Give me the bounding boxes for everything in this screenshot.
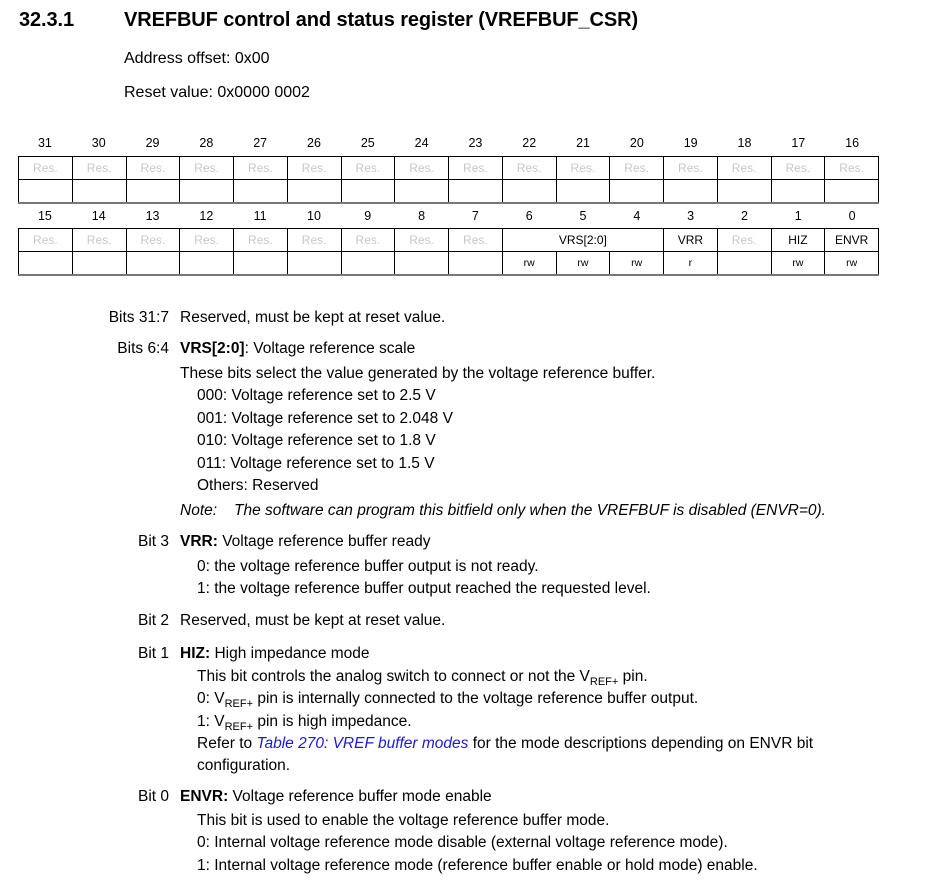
field-reserved: Res. xyxy=(234,157,288,180)
hiz-line xyxy=(197,668,648,686)
access-cell xyxy=(664,180,718,204)
text: 1: V xyxy=(197,713,225,730)
access-cell: r xyxy=(664,252,718,276)
hiz-value xyxy=(197,713,412,731)
hiz-value xyxy=(197,690,698,708)
field-name: VRS[2:0] xyxy=(180,340,245,357)
field-name: HIZ: xyxy=(180,645,211,662)
access-cell xyxy=(556,180,610,204)
field-heading xyxy=(180,645,370,663)
bit-number: 0 xyxy=(848,209,856,223)
access-cell xyxy=(395,252,449,276)
bit-label: Bits 6:4 xyxy=(117,340,169,357)
field-reserved: Res. xyxy=(19,229,73,252)
field-reserved: Res. xyxy=(664,157,718,180)
text: pin is internally connected to the voltage reference buffer output. xyxy=(253,690,699,707)
field-title: Voltage reference buffer mode enable xyxy=(228,788,492,805)
access-cell xyxy=(234,180,288,204)
access-row xyxy=(19,252,879,276)
bit-number: 29 xyxy=(145,136,160,150)
bit-number: 10 xyxy=(307,209,321,223)
bit-number: 31 xyxy=(37,136,52,150)
bit-label: Bit 1 xyxy=(137,645,169,662)
field-title: Voltage reference buffer ready xyxy=(217,533,431,550)
field-name: ENVR: xyxy=(180,788,229,805)
access-cell xyxy=(180,180,234,204)
vrs-value: 011: Voltage reference set to 1.5 V xyxy=(197,455,435,472)
bit-number: 25 xyxy=(360,136,375,150)
access-cell xyxy=(126,180,180,204)
access-cell xyxy=(126,252,180,276)
bit-number: 14 xyxy=(91,209,106,223)
upper-bit-numbers xyxy=(18,136,879,150)
field-reserved: Res. xyxy=(395,229,449,252)
access-cell xyxy=(234,252,288,276)
access-cell xyxy=(341,180,395,204)
access-cell xyxy=(717,252,771,276)
subscript: REF+ xyxy=(589,676,619,688)
vrr-value: 0: the voltage reference buffer output is not ready. xyxy=(197,558,539,575)
text: pin. xyxy=(618,668,648,685)
subscript: REF+ xyxy=(224,721,254,733)
vrs-value: Others: Reserved xyxy=(197,477,319,494)
field-reserved: Res. xyxy=(180,157,234,180)
field-reserved: Res. xyxy=(287,229,341,252)
field-reserved: Res. xyxy=(126,157,180,180)
bit-description: Reserved, must be kept at reset value. xyxy=(180,309,446,326)
bit-label: Bit 3 xyxy=(137,533,169,550)
bit-number: 18 xyxy=(737,136,752,150)
field-reserved: Res. xyxy=(19,157,73,180)
hiz-refer-cont: configuration. xyxy=(197,757,291,774)
bit-label: Bit 0 xyxy=(137,788,169,805)
bit-number: 20 xyxy=(629,136,644,150)
bit-number: 5 xyxy=(579,209,587,223)
field-row xyxy=(19,229,879,252)
field-envr: ENVR xyxy=(825,229,879,252)
bit-number: 7 xyxy=(471,209,479,223)
field-hiz: HIZ xyxy=(771,229,825,252)
access-cell xyxy=(180,252,234,276)
bit-number: 2 xyxy=(740,209,748,223)
vrr-value: 1: the voltage reference buffer output reached the requested level. xyxy=(197,580,651,597)
field-reserved: Res. xyxy=(72,157,126,180)
field-heading xyxy=(180,340,415,358)
field-name: VRR: xyxy=(180,533,218,550)
field-reserved: Res. xyxy=(502,157,556,180)
access-cell xyxy=(72,180,126,204)
access-cell: rw xyxy=(610,252,664,276)
bit-number: 16 xyxy=(845,136,860,150)
field-reserved: Res. xyxy=(180,229,234,252)
field-row xyxy=(19,157,879,180)
reset-value: Reset value: 0x0000 0002 xyxy=(124,84,310,101)
access-cell xyxy=(717,180,771,204)
access-cell xyxy=(610,180,664,204)
address-offset: Address offset: 0x00 xyxy=(124,50,270,67)
field-heading xyxy=(180,533,430,551)
bit-number: 13 xyxy=(145,209,160,223)
bit-number: 12 xyxy=(199,209,214,223)
text: 0: V xyxy=(197,690,225,707)
access-cell: rw xyxy=(771,252,825,276)
vrs-intro: These bits select the value generated by the voltage reference buffer. xyxy=(180,365,656,382)
bit-number: 19 xyxy=(683,136,698,150)
text: Refer to xyxy=(197,735,257,752)
table-270-link[interactable]: Table 270: VREF buffer modes xyxy=(256,735,469,752)
field-reserved: Res. xyxy=(717,157,771,180)
field-reserved: Res. xyxy=(825,157,879,180)
field-vrr: VRR xyxy=(664,229,718,252)
note-text: The software can program this bitfield only when the VREFBUF is disabled (ENVR=0). xyxy=(234,502,826,519)
bit-number: 17 xyxy=(791,136,806,150)
bit-number: 26 xyxy=(307,136,321,150)
field-reserved: Res. xyxy=(449,229,503,252)
bit-label: Bit 2 xyxy=(137,612,169,629)
note-label: Note: xyxy=(180,502,218,519)
field-reserved: Res. xyxy=(72,229,126,252)
access-cell xyxy=(287,180,341,204)
bit-number: 30 xyxy=(91,136,106,150)
access-cell xyxy=(287,252,341,276)
bit-number: 21 xyxy=(576,136,590,150)
bit-number: 11 xyxy=(253,209,267,223)
access-cell xyxy=(72,252,126,276)
bit-number: 4 xyxy=(633,209,641,223)
bit-number: 27 xyxy=(253,136,268,150)
access-cell xyxy=(341,252,395,276)
vrs-note xyxy=(180,502,826,520)
envr-value: 1: Internal voltage reference mode (reference buffer enable or hold mode) enable. xyxy=(197,857,758,874)
field-vrs: VRS[2:0] xyxy=(502,229,663,252)
vrs-value: 000: Voltage reference set to 2.5 V xyxy=(197,387,436,404)
bit-number: 8 xyxy=(418,209,426,223)
section-title: VREFBUF control and status register (VREFBUF_CSR) xyxy=(124,9,639,31)
bit-number: 6 xyxy=(525,209,533,223)
field-reserved: Res. xyxy=(771,157,825,180)
field-reserved: Res. xyxy=(234,229,288,252)
field-reserved: Res. xyxy=(287,157,341,180)
bit-number: 9 xyxy=(364,209,372,223)
field-reserved: Res. xyxy=(395,157,449,180)
bit-label: Bits 31:7 xyxy=(108,309,169,326)
bit-number: 22 xyxy=(522,136,537,150)
bit-number: 3 xyxy=(687,209,695,223)
register-lower-table xyxy=(18,228,879,276)
envr-line: This bit is used to enable the voltage reference buffer mode. xyxy=(197,812,610,829)
access-row xyxy=(19,180,879,204)
bit-description: Reserved, must be kept at reset value. xyxy=(180,612,446,629)
field-reserved: Res. xyxy=(610,157,664,180)
access-cell xyxy=(771,180,825,204)
field-title: High impedance mode xyxy=(210,645,370,662)
lower-bit-numbers xyxy=(18,209,879,223)
register-upper-table xyxy=(18,156,879,204)
access-cell: rw xyxy=(502,252,556,276)
vrs-value: 001: Voltage reference set to 2.048 V xyxy=(197,410,453,427)
access-cell: rw xyxy=(556,252,610,276)
bit-number: 28 xyxy=(199,136,214,150)
access-cell: rw xyxy=(825,252,879,276)
field-title: : Voltage reference scale xyxy=(244,340,416,357)
field-reserved: Res. xyxy=(449,157,503,180)
section-number: 32.3.1 xyxy=(19,9,75,31)
vrs-value: 010: Voltage reference set to 1.8 V xyxy=(197,432,436,449)
bit-number: 1 xyxy=(794,209,802,223)
field-reserved: Res. xyxy=(717,229,771,252)
text: for the mode descriptions depending on ENVR bit xyxy=(468,735,814,752)
access-cell xyxy=(19,180,73,204)
field-reserved: Res. xyxy=(341,157,395,180)
bit-number: 15 xyxy=(37,209,52,223)
bit-number: 24 xyxy=(414,136,429,150)
access-cell xyxy=(825,180,879,204)
subscript: REF+ xyxy=(224,698,254,710)
field-reserved: Res. xyxy=(556,157,610,180)
access-cell xyxy=(449,252,503,276)
field-heading xyxy=(180,788,492,806)
access-cell xyxy=(395,180,449,204)
access-cell xyxy=(502,180,556,204)
field-reserved: Res. xyxy=(126,229,180,252)
text: This bit controls the analog switch to connect or not the V xyxy=(197,668,590,685)
field-reserved: Res. xyxy=(341,229,395,252)
hiz-refer xyxy=(197,735,813,753)
access-cell xyxy=(19,252,73,276)
envr-value: 0: Internal voltage reference mode disable (external voltage reference mode). xyxy=(197,834,728,851)
text: pin is high impedance. xyxy=(253,713,412,730)
access-cell xyxy=(449,180,503,204)
bit-number: 23 xyxy=(468,136,483,150)
